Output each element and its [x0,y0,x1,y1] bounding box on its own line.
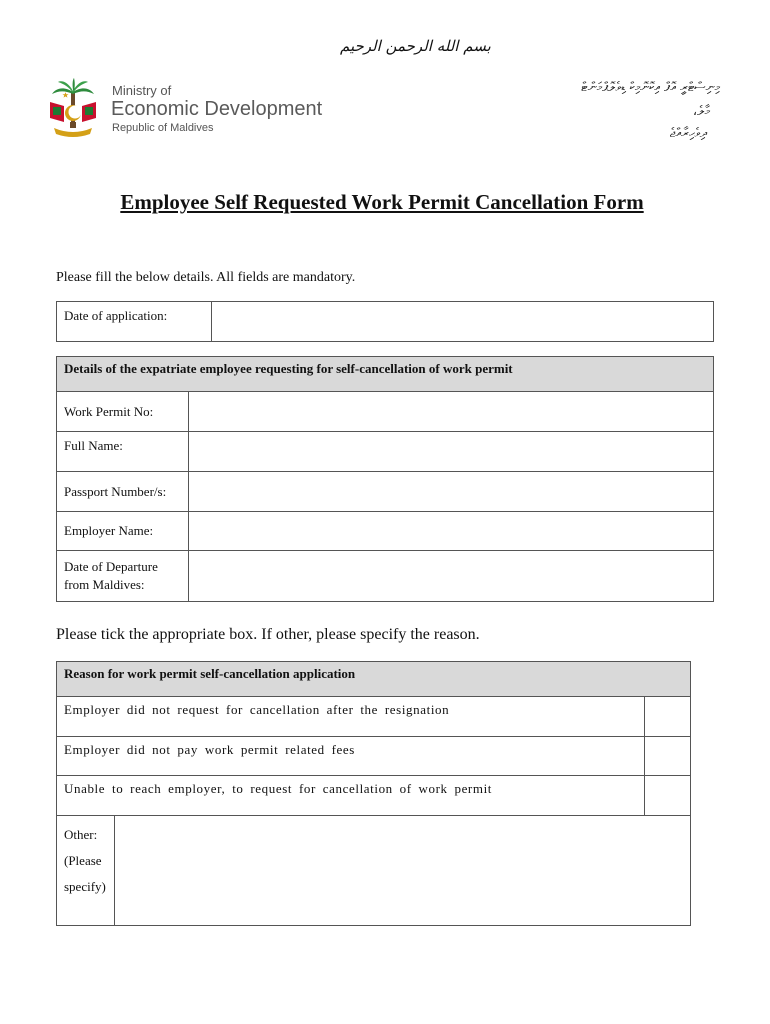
reason-table [56,661,691,926]
ministry-name-line1: Ministry of [112,83,172,98]
date-of-application-label: Date of application: [57,302,212,342]
other-label-line3: specify) [64,879,106,894]
reason-unreachable-employer-checkbox[interactable] [645,776,691,816]
form-title: Employee Self Requested Work Permit Cancellation Form [120,190,644,214]
other-label-line1: Other: [64,827,98,842]
employee-details-header: Details of the expatriate employee requesting for self-cancellation of work permit [57,357,714,392]
reason-no-cancellation-request: Employer did not request for cancellation after the resignation [57,697,645,737]
full-name-field[interactable] [189,432,714,472]
other-label-line2: (Please [64,853,102,868]
thaana-country: ދިވެހިރާއްޖެ [669,126,707,141]
other-reason-label [57,816,115,926]
passport-number-label: Passport Number/s: [57,472,189,512]
ministry-country: Republic of Maldives [112,122,214,134]
date-of-application-field[interactable] [212,302,714,342]
reason-header: Reason for work permit self-cancellation application [57,662,691,697]
ministry-name-line2: Economic Development [111,98,323,120]
other-reason-field[interactable] [115,816,691,926]
passport-number-field[interactable] [189,472,714,512]
maldives-emblem-icon [44,78,102,140]
thaana-city: މާލެ، [692,104,710,119]
date-of-departure-field[interactable] [189,551,714,602]
full-name-label: Full Name: [57,432,189,472]
date-table [56,301,714,342]
thaana-ministry-name: މިނިސްޓްރީ އޮފް އިކޮނޮމިކް ޑިވެލޮޕްމަންޓް [581,80,720,95]
reason-unreachable-employer: Unable to reach employer, to request for cancellation of work permit [57,776,645,816]
work-permit-no-label: Work Permit No: [57,392,189,432]
employee-details-table [56,356,714,602]
fill-instructions: Please fill the below details. All fields are mandatory. [56,270,356,285]
bismillah-calligraphy: بسم الله الرحمن الرحيم [340,37,491,55]
employer-name-field[interactable] [189,512,714,551]
reason-unpaid-fees: Employer did not pay work permit related fees [57,737,645,776]
reason-unpaid-fees-checkbox[interactable] [645,737,691,776]
tick-instructions: Please tick the appropriate box. If other, please specify the reason. [56,626,480,643]
date-of-departure-label: Date of Departure from Maldives: [57,551,189,602]
work-permit-no-field[interactable] [189,392,714,432]
reason-no-cancellation-checkbox[interactable] [645,697,691,737]
employer-name-label: Employer Name: [57,512,189,551]
